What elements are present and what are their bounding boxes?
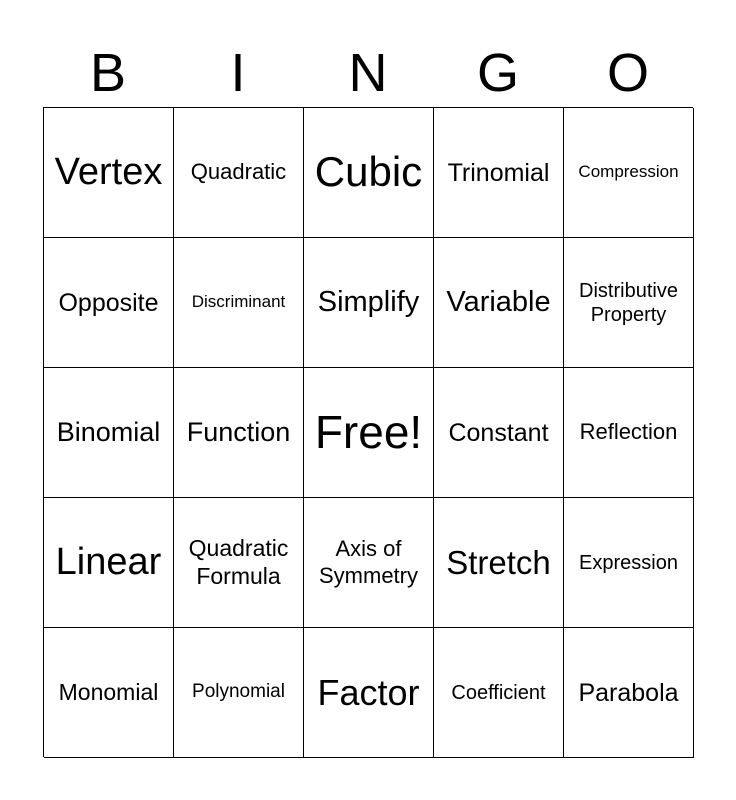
bingo-cell: Quadratic Formula bbox=[174, 498, 304, 628]
bingo-cell: Axis of Symmetry bbox=[304, 498, 434, 628]
bingo-cell: Constant bbox=[434, 368, 564, 498]
bingo-cell: Compression bbox=[564, 108, 694, 238]
bingo-header bbox=[43, 40, 693, 106]
bingo-cell: Simplify bbox=[304, 238, 434, 368]
bingo-cell: Stretch bbox=[434, 498, 564, 628]
bingo-cell: Linear bbox=[44, 498, 174, 628]
bingo-grid bbox=[43, 107, 693, 757]
bingo-cell: Parabola bbox=[564, 628, 694, 758]
header-letter-n: N bbox=[348, 43, 388, 103]
bingo-cell: Variable bbox=[434, 238, 564, 368]
bingo-cell: Monomial bbox=[44, 628, 174, 758]
bingo-cell: Expression bbox=[564, 498, 694, 628]
bingo-cell: Quadratic bbox=[174, 108, 304, 238]
bingo-cell: Cubic bbox=[304, 108, 434, 238]
header-letter-o: O bbox=[606, 43, 649, 103]
bingo-cell: Binomial bbox=[44, 368, 174, 498]
header-letter-i: I bbox=[230, 43, 246, 103]
bingo-cell: Distributive Property bbox=[564, 238, 694, 368]
bingo-cell: Polynomial bbox=[174, 628, 304, 758]
bingo-cell: Discriminant bbox=[174, 238, 304, 368]
bingo-cell: Vertex bbox=[44, 108, 174, 238]
bingo-cell: Reflection bbox=[564, 368, 694, 498]
header-letter-b: B bbox=[89, 43, 127, 103]
bingo-cell: Coefficient bbox=[434, 628, 564, 758]
bingo-cell: Factor bbox=[304, 628, 434, 758]
bingo-free-space: Free! bbox=[304, 368, 434, 498]
bingo-cell: Opposite bbox=[44, 238, 174, 368]
bingo-cell: Trinomial bbox=[434, 108, 564, 238]
bingo-cell: Function bbox=[174, 368, 304, 498]
header-letter-g: G bbox=[476, 43, 519, 103]
